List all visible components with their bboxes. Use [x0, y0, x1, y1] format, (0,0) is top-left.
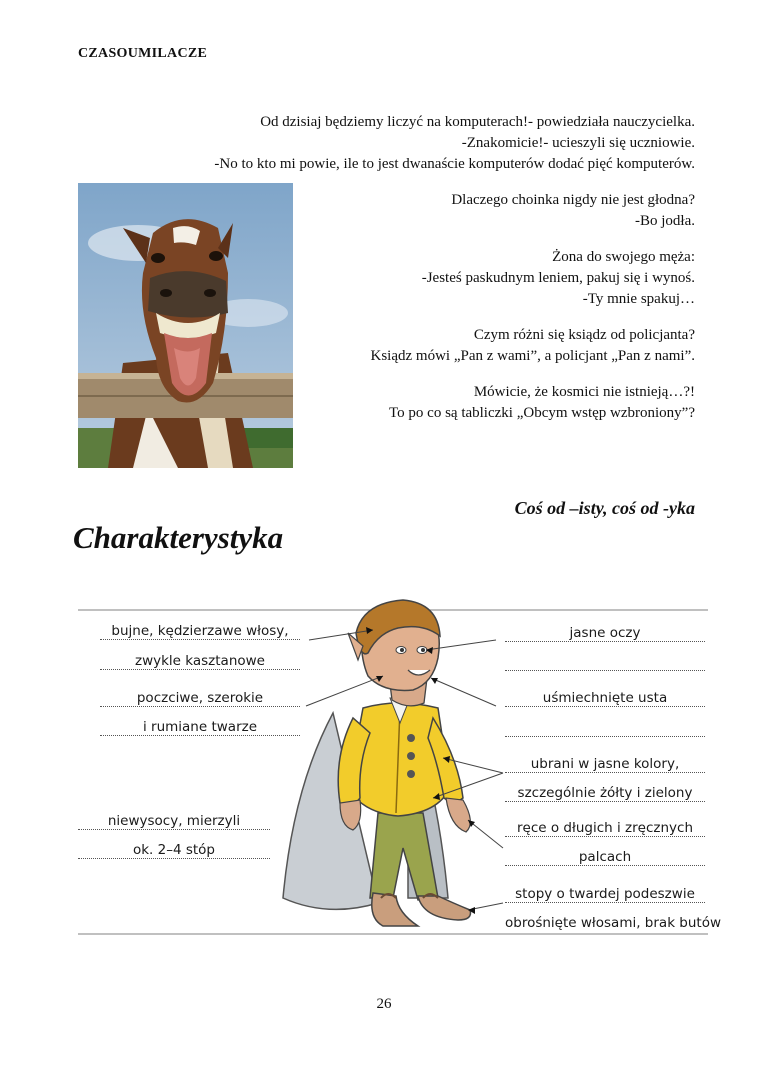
joke-line: Ksiądz mówi „Pan z wami”, a policjant „Pan z nami”. [370, 348, 695, 364]
main-heading: Charakterystyka [73, 520, 284, 555]
section-title: CZASOUMILACZE [78, 46, 208, 61]
joke-line: -Jesteś paskudnym leniem, pakuj się i wynoś. [421, 270, 695, 286]
label-face-cheeks: i rumiane twarze [100, 719, 300, 736]
joke-line: Czym różni się ksiądz od policjanta? [473, 327, 695, 343]
joke-item [140, 112, 695, 175]
joke-line: -Bo jodła. [635, 213, 695, 229]
label-height: niewysocy, mierzyli [78, 813, 270, 830]
joke-line: Dlaczego choinka nigdy nie jest głodna? [451, 192, 695, 208]
label-eyes: jasne oczy [505, 625, 705, 642]
joke-line: Żona do swojego męża: [552, 249, 695, 265]
joke-line: -Ty mnie spakuj… [582, 291, 695, 307]
label-feet: stopy o twardej podeszwie [505, 886, 705, 903]
label-mouth: uśmiechnięte usta [505, 690, 705, 707]
label-hair: bujne, kędzierzawe włosy, [100, 623, 300, 640]
label-hair-color: zwykle kasztanowe [100, 653, 300, 670]
laughing-horse-photo [78, 183, 293, 468]
label-clothes: ubrani w jasne kolory, [505, 756, 705, 773]
label-fingers: palcach [505, 849, 705, 866]
page-number: 26 [376, 996, 392, 1012]
label-face: poczciwe, szerokie [100, 690, 300, 707]
label-height-value: ok. 2–4 stóp [78, 842, 270, 859]
label-feet-hair: obrośnięte włosami, brak butów [505, 915, 722, 931]
joke-line: To po co są tabliczki „Obcym wstęp wzbroniony”? [389, 405, 695, 421]
blank-line [505, 669, 705, 671]
label-clothes-colors: szczególnie żółty i zielony [505, 785, 705, 802]
label-hands: ręce o długich i zręcznych [505, 820, 705, 837]
joke-line: Od dzisiaj będziemy liczyć na komputerach!- powiedziała nauczycielka. [260, 114, 695, 130]
blank-line [505, 735, 705, 737]
subtitle: Coś od –isty, coś od -yka [514, 498, 695, 518]
joke-line: Mówicie, że kosmici nie istnieją…?! [473, 384, 695, 400]
joke-line: -No to kto mi powie, ile to jest dwanaście komputerów dodać pięć komputerów. [214, 156, 695, 172]
joke-line: -Znakomicie!- ucieszyli się uczniowie. [461, 135, 695, 151]
